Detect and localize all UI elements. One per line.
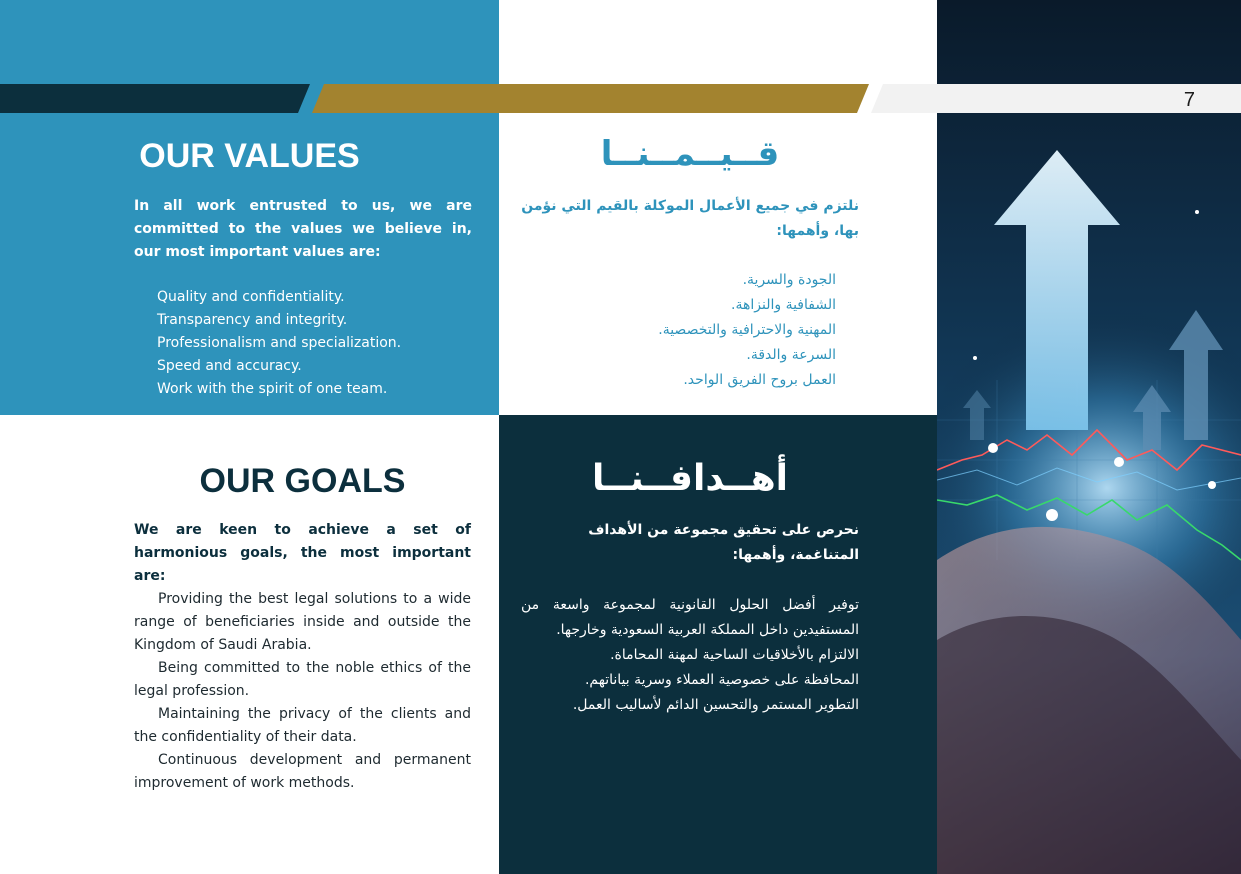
- list-item: Professionalism and specialization.: [157, 335, 402, 351]
- list-item: الشفافية والنزاهة.: [731, 297, 836, 313]
- gold-band-divider: [312, 84, 869, 113]
- light-point: [1195, 210, 1199, 214]
- goals-intro-en: We are keen to achieve a set of harmonious goals, the most important are:: [134, 522, 471, 584]
- list-item: Being committed to the noble ethics of the legal profession.: [134, 660, 471, 699]
- list-item: المهنية والاحترافية والتخصصية.: [658, 322, 836, 338]
- goals-intro-ar: نحرص على تحقيق مجموعة من الأهداف المتناغمة، وأهمها:: [588, 522, 859, 563]
- list-item: Quality and confidentiality.: [157, 289, 345, 305]
- list-item: Transparency and integrity.: [157, 312, 348, 328]
- light-point: [1208, 481, 1216, 489]
- values-heading-en: OUR VALUES: [139, 137, 360, 175]
- list-item: Maintaining the privacy of the clients and the confidentiality of their data.: [134, 706, 471, 745]
- list-item: Work with the spirit of one team.: [157, 381, 388, 397]
- values-heading-ar: قــيــمــنــا: [600, 134, 780, 174]
- list-item: العمل بروح الفريق الواحد.: [683, 372, 836, 388]
- goals-list-en: [134, 588, 471, 795]
- page-number: 7: [1183, 89, 1195, 111]
- list-item: المحافظة على خصوصية العملاء وسرية بياناتهم.: [584, 672, 859, 688]
- values-list-ar: [560, 268, 836, 393]
- light-point: [988, 443, 998, 453]
- list-item: الجودة والسرية.: [742, 272, 836, 288]
- values-list-en: [157, 286, 477, 401]
- list-item: التطوير المستمر والتحسين الدائم لأساليب العمل.: [572, 697, 859, 713]
- goals-list-ar: [521, 593, 859, 718]
- growth-arrows-photo: [937, 0, 1241, 874]
- list-item: السرعة والدقة.: [746, 347, 836, 363]
- list-item: توفير أفضل الحلول القانونية لمجموعة واسعة من المستفيدين داخل المملكة العربية السعودية وخارجها.: [521, 597, 859, 638]
- list-item: Continuous development and permanent improvement of work methods.: [134, 752, 471, 791]
- dark-band-divider: [0, 84, 310, 113]
- light-point: [1046, 509, 1058, 521]
- goals-heading-ar: أهــدافــنــا: [591, 458, 789, 499]
- list-item: الالتزام بالأخلاقيات الساحية لمهنة المحاماة.: [610, 647, 859, 663]
- goals-heading-en: OUR GOALS: [199, 462, 406, 500]
- light-point: [1114, 457, 1124, 467]
- values-intro-ar: نلتزم في جميع الأعمال الموكلة بالقيم التي نؤمن بها، وأهمها:: [521, 198, 859, 239]
- light-point: [973, 356, 977, 360]
- values-intro-en: In all work entrusted to us, we are committed to the values we believe in, our most important values are:: [134, 198, 472, 260]
- list-item: Providing the best legal solutions to a wide range of beneficiaries inside and outside the Kingdom of Saudi Arabia.: [134, 591, 471, 653]
- list-item: Speed and accuracy.: [157, 358, 302, 374]
